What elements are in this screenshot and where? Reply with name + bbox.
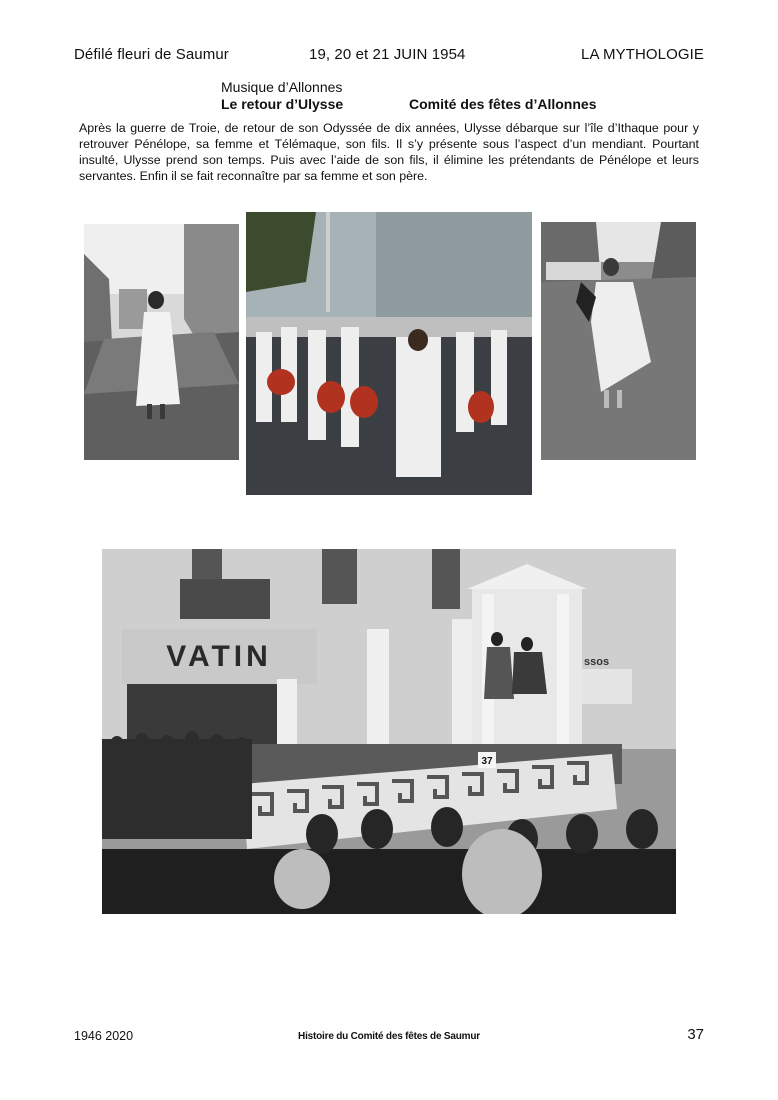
shop-sign-right: ssos <box>584 656 610 668</box>
organizer-label: Comité des fêtes d’Allonnes <box>409 96 597 112</box>
page-number: 37 <box>687 1026 704 1043</box>
header-date: 19, 20 et 21 JUIN 1954 <box>309 46 466 63</box>
photo-flower-float <box>102 549 676 914</box>
header-left-title: Défilé fleuri de Saumur <box>74 46 229 63</box>
float-number: 37 <box>481 756 493 767</box>
music-label: Musique d’Allonnes <box>221 79 343 95</box>
photo-marching-band-color <box>246 212 532 495</box>
photo-ulysses-street <box>541 222 696 460</box>
story-paragraph: Après la guerre de Troie, de retour de son Odyssée de dix années, Ulysse débarque sur l’île d’Ithaque pour y retrouver Pénélope, sa femme et Télémaque, son fils. Il s’y présente sous l’aspect d’un mendiant. Pourtant insulté, Ulysse prend son temps. Puis avec l’aide de son fils, il élimine les prétendants de Pénélope et leurs servantes. Enfin il se fait reconnaître par sa femme et son père. <box>79 121 699 183</box>
photo-penelope-street <box>84 224 239 460</box>
footer-years: 1946 2020 <box>74 1029 134 1043</box>
footer-book-title: Histoire du Comité des fêtes de Saumur <box>298 1031 480 1042</box>
header-section-title: LA MYTHOLOGIE <box>581 46 704 63</box>
float-title: Le retour d’Ulysse <box>221 96 344 112</box>
shop-sign-vatin: VATIN <box>166 640 272 673</box>
